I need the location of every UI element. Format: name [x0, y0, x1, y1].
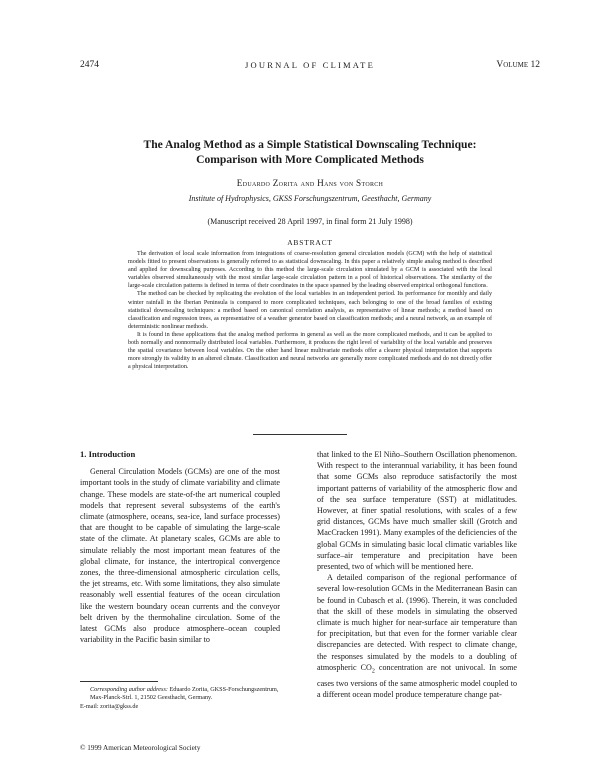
affiliation: Institute of Hydrophysics, GKSS Forschungszentrum, Geesthacht, Germany	[188, 194, 432, 203]
footnote	[80, 686, 280, 711]
body-paragraph: that linked to the El Niño–Southern Oscillation phenomenon. With respect to the interannual variability, it has been found that some GCMs also reproduce satisfactorily the most important patterns of variability of the atmospheric flow and of the sea surface temperature (SST) at midlatitudes. However, at finer spatial resolutions, with scales of a few grid distances, GCMs have much smaller skill (Grotch and MacCracken 1991). Many examples of the deficiencies of the global GCMs in simulating basic local climatic variables like surface–air temperature and precipitation have been presented, two of which will be mentioned here.	[317, 450, 517, 572]
title-line-2: Comparison with More Complicated Methods	[196, 153, 424, 166]
running-header	[80, 60, 540, 72]
footnote-email: E-mail: zorita@gkss.de	[80, 702, 139, 710]
title-line-1: The Analog Method as a Simple Statistical Downscaling Technique:	[143, 138, 477, 151]
footnote-text: Eduardo Zorita, GKSS-Forschungszentrum, Max-Planck-Strl. 1, 21502 Geesthacht, Germany.	[90, 686, 279, 702]
section-heading: 1. Introduction	[80, 449, 136, 459]
right-column	[317, 449, 517, 700]
abstract-paragraph: It is found in these applications that the analog method performs in general as well as the more complicated methods, and it can be applied to both normally and nonnormally distributed local variables. Furthermore, it produces the right level of variability of the local variable and preserves the spatial covariance between local variables. On the other hand linear multivariate methods offer a clearer physical interpretation that supports more strongly its validity in an altered climate. Classification and neural networks are generally more complicated methods and do not directly offer a physical interpretation.	[128, 331, 492, 371]
body-paragraph: General Circulation Models (GCMs) are one of the most important tools in the study of climate variability and climate change. These models are state-of-the art numerical coupled models that represent several subsystems of the earth's climate (atmosphere, oceans, sea-ice, land surface processes) that are thought to be capable of simulating the large-scale state of the climate. At planetary scales, GCMs are able to simulate reliably the most important mean features of the global climate, for instance, the intertropical convergence zones, the three-dimensional atmospheric circulation cells, the jet streams, etc. With some limitations, they also simulate reasonably well essential features of the ocean circulation like the western boundary ocean currents and the conveyor belt driven by the thermohaline circulation. Some of the latest GCMs also produce atmosphere–ocean coupled variability in the Pacific basin similar to	[80, 467, 280, 645]
abstract-paragraph: The method can be checked by replicating the evolution of the local variables in an independent period. Its performance for monthly and daily winter rainfall in the Iberian Peninsula is compared to more complicated techniques, each belonging to one of the broad families of existing statistical downscaling techniques: a method based on canonical correlation analysis, as representative of linear methods; a method based on classification and regression trees, as representative of a weather generator based on classification methods; and a neural network, as an example of deterministic nonlinear methods.	[128, 291, 492, 330]
copyright: © 1999 American Meteorological Society	[80, 744, 201, 752]
manuscript-dates: (Manuscript received 28 April 1997, in final form 21 July 1998)	[207, 217, 413, 226]
body-paragraph	[317, 572, 517, 700]
paragraph-text: concentration are not univocal. In some cases two versions of the same atmospheric model coupled to a different ocean model produce temperature change pat-	[317, 662, 517, 699]
paper-title	[80, 137, 540, 167]
footnote-label: Corresponding author address:	[90, 686, 168, 693]
journal-name: JOURNAL OF CLIMATE	[245, 60, 375, 70]
left-column	[80, 449, 280, 645]
abstract-body	[128, 250, 492, 371]
paragraph-text: A detailed comparison of the regional performance of several low-resolution GCMs in the Mediterranean Basin can be found in Cubasch et al. (1996). Therein, it was concluded that the skill of these models in simulating the observed climate is much higher for near-surface air temperature than for precipitation, but that even for the former variable clear discrepancies are detected. With respect to climate change, the responses simulated by the models to a doubling of atmospheric CO	[317, 573, 517, 672]
subscript: 2	[371, 668, 375, 675]
abstract-divider	[253, 434, 347, 435]
abstract-paragraph: The derivation of local scale information from integrations of coarse-resolution general circulation models (GCM) with the help of statistical models fitted to present observations is generally referred to as statistical downscaling. In this paper a relatively simple analog method is described and applied for downscaling purposes. According to this method the large-scale circulation simulated by a GCM is associated with the local variables observed simultaneously with the most similar large-scale circulation pattern in a pool of historical observations. The similarity of the large-scale circulation patterns is defined in terms of their coordinates in the space spanned by the leading observed empirical orthogonal functions.	[128, 251, 492, 290]
abstract-heading: ABSTRACT	[287, 238, 333, 247]
volume-number: Volume 12	[496, 60, 540, 70]
footnote-divider	[80, 681, 158, 682]
authors: Eduardo Zorita and Hans von Storch	[236, 178, 384, 188]
page-number: 2474	[80, 60, 99, 70]
